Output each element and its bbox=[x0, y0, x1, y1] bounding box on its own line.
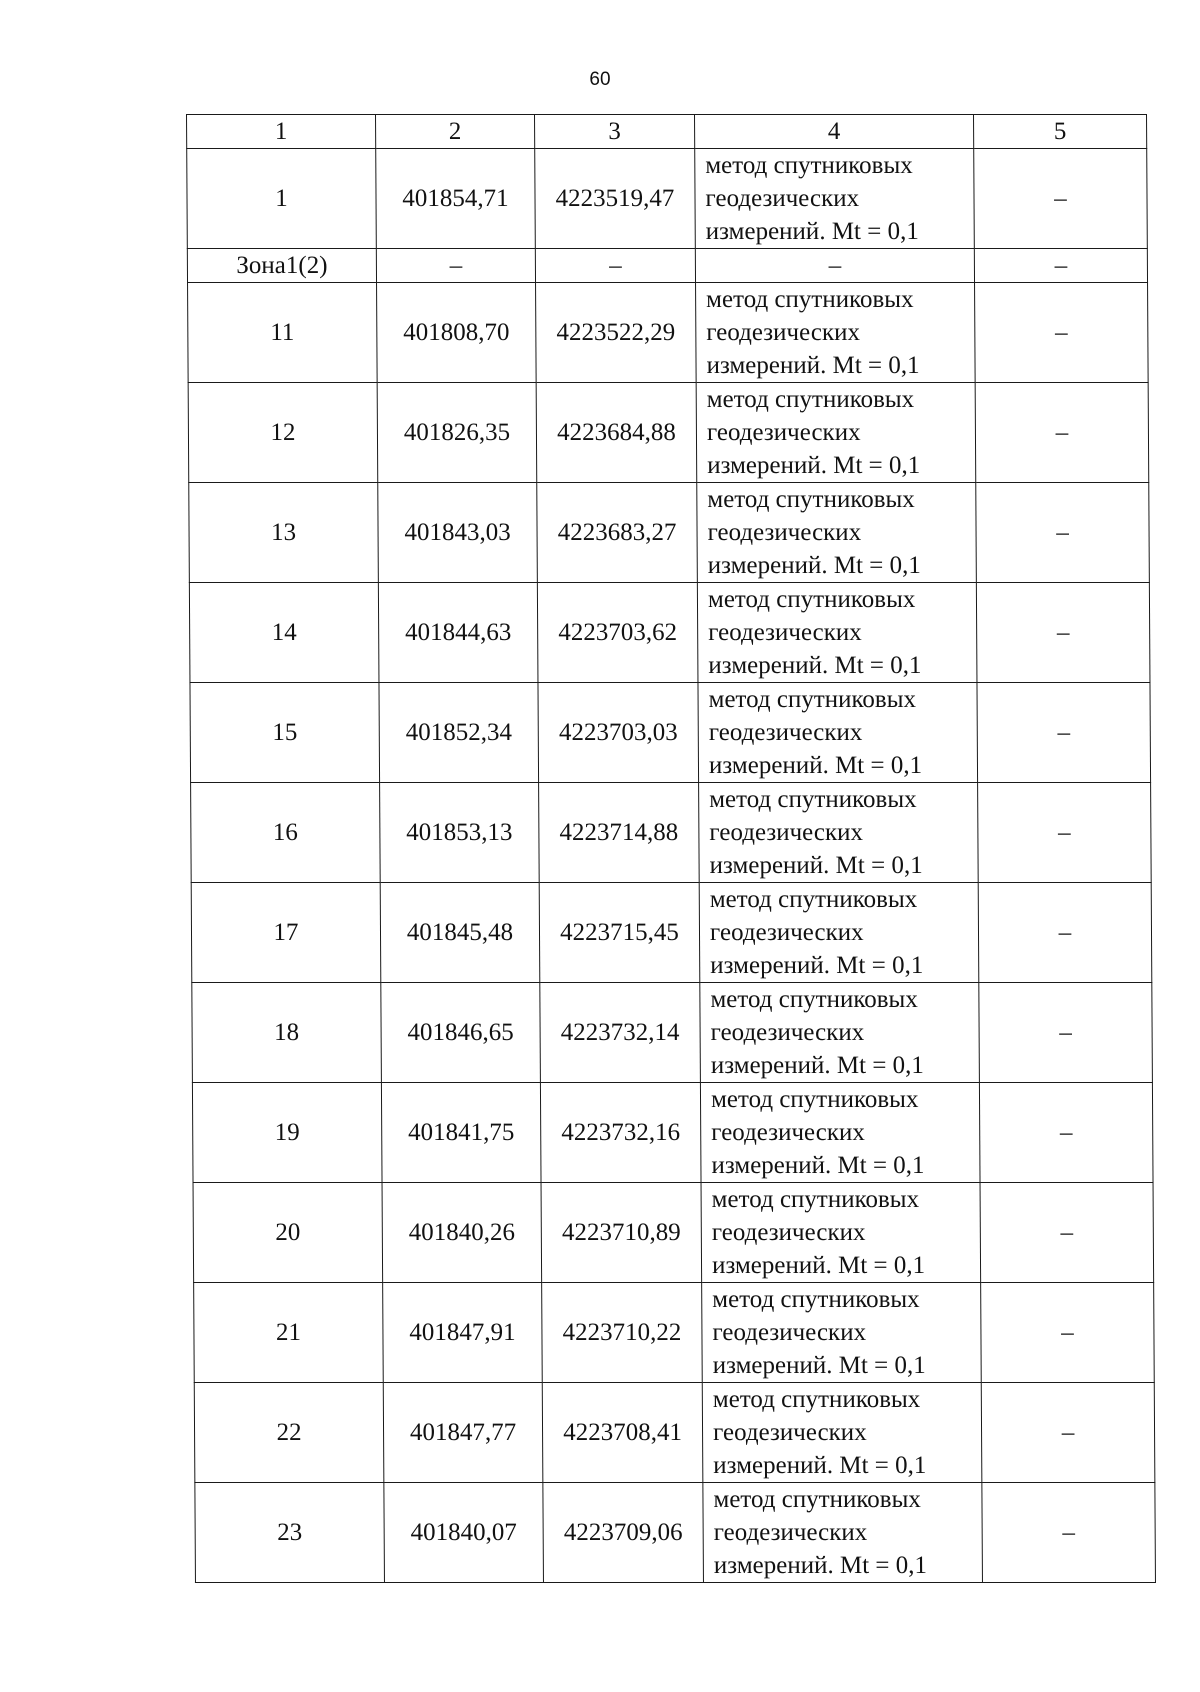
method-line: геодезических bbox=[707, 519, 862, 546]
method-line: измерений. Mt = 0,1 bbox=[709, 852, 923, 879]
header-cell-1: 1 bbox=[187, 115, 376, 149]
table-row bbox=[188, 383, 1149, 483]
table-row bbox=[188, 283, 1149, 383]
coordinate-x-cell: 401847,91 bbox=[383, 1283, 543, 1383]
method-line: метод спутниковых bbox=[712, 1286, 920, 1313]
method-line: геодезических bbox=[712, 1319, 867, 1346]
coordinate-x-cell: 401847,77 bbox=[383, 1383, 543, 1483]
coordinate-y-cell: 4223683,27 bbox=[537, 483, 698, 583]
method-line: геодезических bbox=[708, 719, 863, 746]
table-row bbox=[189, 483, 1150, 583]
zone-dash-cell: – bbox=[695, 249, 974, 283]
method-line: геодезических bbox=[709, 819, 864, 846]
header-cell-4: 4 bbox=[695, 115, 974, 149]
method-line: метод спутниковых bbox=[710, 986, 918, 1013]
point-number-cell: 21 bbox=[194, 1283, 384, 1383]
note-cell: – bbox=[977, 683, 1151, 783]
method-cell bbox=[701, 1183, 981, 1283]
table-row bbox=[195, 1483, 1156, 1583]
note-cell: – bbox=[980, 1183, 1154, 1283]
zone-row bbox=[187, 249, 1147, 283]
coordinate-x-cell: 401845,48 bbox=[380, 883, 540, 983]
coordinate-x-cell: 401853,13 bbox=[380, 783, 540, 883]
method-line: метод спутниковых bbox=[709, 786, 917, 813]
method-line: измерений. Mt = 0,1 bbox=[706, 352, 920, 379]
coordinate-y-cell: 4223715,45 bbox=[539, 883, 700, 983]
coordinate-y-cell: 4223732,14 bbox=[540, 983, 701, 1083]
coordinate-y-cell: 4223710,89 bbox=[541, 1183, 702, 1283]
method-line: метод спутниковых bbox=[712, 1386, 921, 1413]
method-line: метод спутниковых bbox=[705, 152, 913, 179]
point-number-cell: 18 bbox=[192, 983, 382, 1083]
header-cell-2: 2 bbox=[376, 115, 535, 149]
table-header-row bbox=[187, 115, 1147, 149]
zone-label-cell: Зона1(2) bbox=[187, 249, 376, 283]
method-line: измерений. Mt = 0,1 bbox=[713, 1452, 927, 1479]
coordinate-x-cell: 401808,70 bbox=[377, 283, 537, 383]
coordinate-x-cell: 401840,07 bbox=[384, 1483, 544, 1583]
coordinate-x-cell: 401841,75 bbox=[381, 1083, 541, 1183]
coordinate-y-cell: 4223710,22 bbox=[542, 1283, 703, 1383]
table-body bbox=[187, 115, 1156, 1583]
point-number-cell: 19 bbox=[192, 1083, 382, 1183]
method-line: измерений. Mt = 0,1 bbox=[707, 452, 921, 479]
method-line: геодезических bbox=[708, 619, 862, 646]
note-cell: – bbox=[981, 1383, 1155, 1483]
point-number-cell: 1 bbox=[187, 149, 377, 249]
coordinate-y-cell: 4223714,88 bbox=[539, 783, 700, 883]
method-line: метод спутниковых bbox=[710, 1086, 919, 1113]
zone-dash-cell: – bbox=[376, 249, 535, 283]
method-cell bbox=[700, 983, 980, 1083]
coordinate-y-cell: 4223709,06 bbox=[543, 1483, 704, 1583]
table-row bbox=[194, 1283, 1155, 1383]
point-number-cell: 17 bbox=[191, 883, 381, 983]
method-line: измерений. Mt = 0,1 bbox=[705, 218, 919, 245]
method-line: измерений. Mt = 0,1 bbox=[707, 552, 921, 579]
point-number-cell: 16 bbox=[191, 783, 381, 883]
note-cell: – bbox=[976, 483, 1150, 583]
point-number-cell: 14 bbox=[189, 583, 379, 683]
method-cell bbox=[699, 783, 979, 883]
method-line: измерений. Mt = 0,1 bbox=[713, 1552, 928, 1579]
method-cell bbox=[699, 883, 979, 983]
note-cell: – bbox=[981, 1283, 1155, 1383]
header-cell-5: 5 bbox=[974, 115, 1147, 149]
coordinate-y-cell: 4223519,47 bbox=[535, 149, 696, 249]
table-row bbox=[192, 983, 1153, 1083]
coordinate-x-cell: 401846,65 bbox=[381, 983, 541, 1083]
method-line: геодезических bbox=[705, 185, 860, 212]
method-line: геодезических bbox=[712, 1419, 867, 1446]
coordinate-x-cell: 401852,34 bbox=[379, 683, 539, 783]
note-cell: – bbox=[979, 983, 1153, 1083]
method-line: метод спутниковых bbox=[708, 686, 917, 713]
method-line: метод спутниковых bbox=[713, 1486, 921, 1513]
method-cell bbox=[697, 483, 977, 583]
method-line: измерений. Mt = 0,1 bbox=[710, 1052, 924, 1079]
method-cell bbox=[702, 1383, 982, 1483]
table-row bbox=[192, 1083, 1153, 1183]
table-row bbox=[193, 1183, 1154, 1283]
coordinates-table bbox=[186, 114, 1156, 1583]
coordinate-x-cell: 401826,35 bbox=[377, 383, 537, 483]
method-cell bbox=[703, 1483, 983, 1583]
method-line: геодезических bbox=[706, 419, 861, 446]
note-cell: – bbox=[974, 149, 1148, 249]
method-line: геодезических bbox=[706, 319, 861, 346]
coordinate-x-cell: 401854,71 bbox=[376, 149, 536, 249]
method-cell bbox=[698, 683, 978, 783]
method-line: метод спутниковых bbox=[709, 886, 918, 913]
method-line: измерений. Mt = 0,1 bbox=[712, 1352, 926, 1379]
method-line: метод спутниковых bbox=[707, 486, 915, 513]
note-cell: – bbox=[978, 883, 1152, 983]
header-cell-3: 3 bbox=[535, 115, 695, 149]
note-cell: – bbox=[975, 283, 1149, 383]
note-cell: – bbox=[975, 383, 1149, 483]
table-row bbox=[189, 583, 1150, 683]
coordinate-y-cell: 4223703,03 bbox=[538, 683, 699, 783]
table-row bbox=[194, 1383, 1155, 1483]
method-line: геодезических bbox=[713, 1519, 868, 1546]
method-line: измерений. Mt = 0,1 bbox=[710, 952, 924, 979]
method-line: геодезических bbox=[711, 1219, 866, 1246]
method-cell bbox=[696, 283, 976, 383]
note-cell: – bbox=[976, 583, 1150, 683]
method-cell bbox=[697, 583, 977, 683]
table-row bbox=[190, 683, 1151, 783]
point-number-cell: 13 bbox=[189, 483, 379, 583]
coordinate-x-cell: 401843,03 bbox=[378, 483, 538, 583]
method-line: геодезических bbox=[710, 1019, 865, 1046]
method-line: измерений. Mt = 0,1 bbox=[711, 1252, 926, 1279]
coordinate-y-cell: 4223732,16 bbox=[540, 1083, 701, 1183]
method-cell bbox=[695, 149, 975, 249]
method-cell bbox=[700, 1083, 980, 1183]
point-number-cell: 22 bbox=[194, 1383, 384, 1483]
coordinate-y-cell: 4223684,88 bbox=[536, 383, 697, 483]
coordinate-y-cell: 4223703,62 bbox=[537, 583, 698, 683]
point-number-cell: 23 bbox=[195, 1483, 385, 1583]
coordinate-x-cell: 401840,26 bbox=[382, 1183, 542, 1283]
coordinate-x-cell: 401844,63 bbox=[378, 583, 538, 683]
method-line: измерений. Mt = 0,1 bbox=[708, 652, 922, 679]
table-row bbox=[191, 883, 1152, 983]
point-number-cell: 11 bbox=[188, 283, 378, 383]
table-row bbox=[191, 783, 1152, 883]
method-cell bbox=[702, 1283, 982, 1383]
note-cell: – bbox=[978, 783, 1152, 883]
method-line: геодезических bbox=[711, 1119, 865, 1146]
method-line: метод спутниковых bbox=[711, 1186, 920, 1213]
method-line: измерений. Mt = 0,1 bbox=[711, 1152, 925, 1179]
zone-dash-cell: – bbox=[974, 249, 1147, 283]
method-line: метод спутниковых bbox=[706, 286, 914, 313]
page-number: 60 bbox=[589, 69, 611, 90]
method-cell bbox=[696, 383, 976, 483]
coordinate-y-cell: 4223522,29 bbox=[536, 283, 697, 383]
zone-dash-cell: – bbox=[535, 249, 695, 283]
table-row bbox=[187, 149, 1148, 249]
method-line: метод спутниковых bbox=[707, 586, 916, 613]
method-line: измерений. Mt = 0,1 bbox=[708, 752, 923, 779]
note-cell: – bbox=[982, 1483, 1156, 1583]
method-line: метод спутниковых bbox=[706, 386, 915, 413]
method-line: геодезических bbox=[709, 919, 864, 946]
coordinate-y-cell: 4223708,41 bbox=[542, 1383, 703, 1483]
point-number-cell: 12 bbox=[188, 383, 378, 483]
point-number-cell: 15 bbox=[190, 683, 380, 783]
note-cell: – bbox=[979, 1083, 1153, 1183]
point-number-cell: 20 bbox=[193, 1183, 383, 1283]
